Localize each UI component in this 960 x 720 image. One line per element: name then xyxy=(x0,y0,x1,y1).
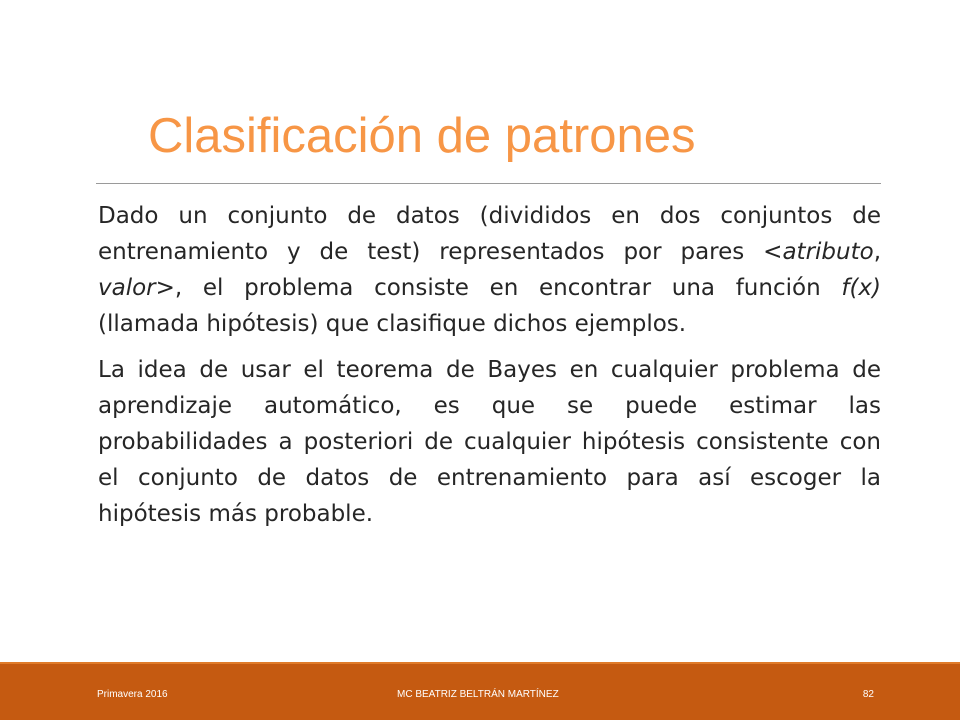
footer-author: MC BEATRIZ BELTRÁN MARTÍNEZ xyxy=(397,689,559,700)
paragraph-definition-part3: (llamada hipótesis) que clasifique dichos ejemplos. xyxy=(98,311,687,337)
term-fx: f(x) xyxy=(841,275,881,301)
footer-date: Primavera 2016 xyxy=(97,689,168,700)
footer-page-number: 82 xyxy=(862,689,874,700)
paragraph-definition xyxy=(98,198,881,342)
paragraph-definition-part2: >, el problema consiste en encontrar una función xyxy=(155,275,842,301)
term-valor: valor xyxy=(98,275,156,301)
pair-separator: , xyxy=(873,239,881,265)
paragraph-bayes: La idea de usar el teorema de Bayes en cualquier problema de aprendizaje automático, es que se puede estimar las probabilidades a posteriori de cualquier hipótesis consistente con el conjunto de datos de entrenamiento para así escoger la hipótesis más probable. xyxy=(98,357,881,527)
paragraph-definition-part1: Dado un conjunto de datos (divididos en dos conjuntos de entrenamiento y de test) representados por pares < xyxy=(98,203,881,265)
title-divider xyxy=(96,183,881,184)
slide-body xyxy=(98,198,881,542)
slide-title: Clasificación de patrones xyxy=(148,109,696,163)
term-atributo: atributo xyxy=(782,239,874,265)
